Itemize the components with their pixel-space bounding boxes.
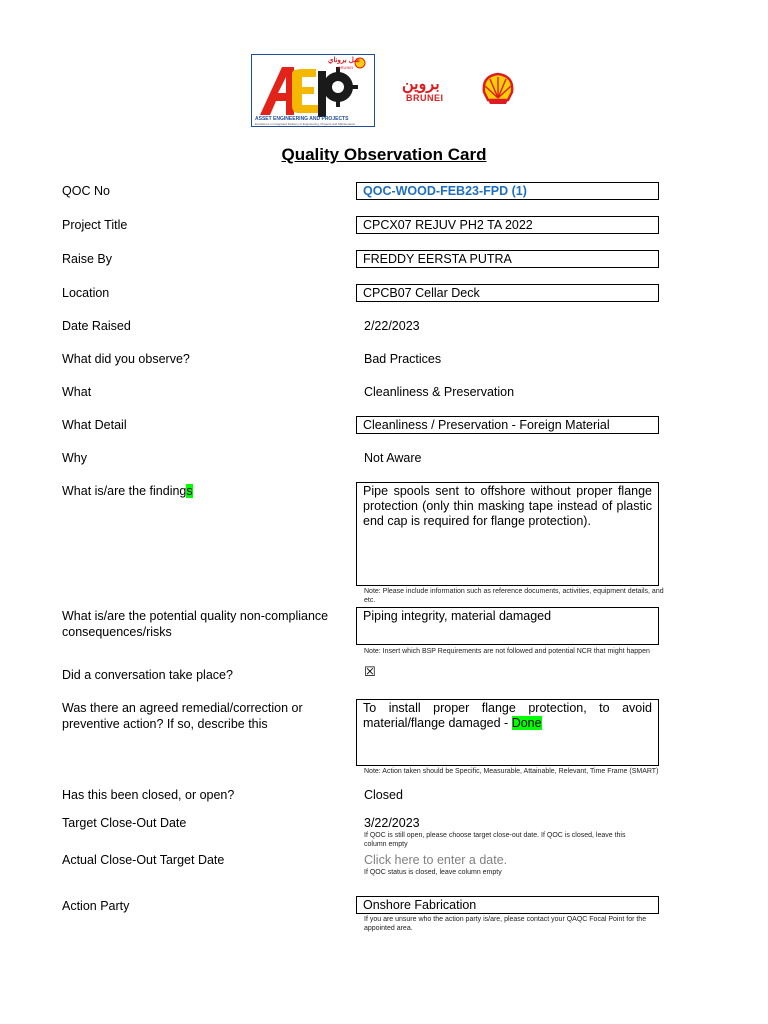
brunei-logo xyxy=(398,74,464,106)
aep-logo-caption: ASSET ENGINEERING AND PROJECTS xyxy=(255,116,349,122)
consequence-field[interactable] xyxy=(356,607,659,645)
raise-by-label: Raise By xyxy=(62,252,113,266)
shell-logo-icon xyxy=(480,70,516,106)
what-label: What xyxy=(62,385,92,399)
action-party-note: If you are unsure who the action party is/are, please contact your QAQC Focal Point for the appointed area. xyxy=(364,916,647,932)
why-value[interactable]: Not Aware xyxy=(364,451,422,465)
consequence-label: What is/are the potential quality non-compliance consequences/risks xyxy=(62,609,329,639)
target-date-note: If QOC is still open, please choose target close-out date. If QOC is closed, leave this column empty xyxy=(364,832,626,848)
project-title-label: Project Title xyxy=(62,218,128,232)
conversation-checkbox[interactable]: ☒ xyxy=(364,665,376,680)
consequence-note: Note: Insert which BSP Requirements are not followed and potential NCR that might happen xyxy=(364,648,650,655)
raise-by-value: FREDDY EERSTA PUTRA xyxy=(363,252,512,266)
target-date-label: Target Close-Out Date xyxy=(62,816,187,830)
actual-date-input[interactable]: Click here to enter a date. xyxy=(364,853,508,867)
raise-by-field[interactable] xyxy=(356,250,659,268)
observe-value[interactable]: Bad Practices xyxy=(364,352,442,366)
project-title-field[interactable] xyxy=(356,216,659,234)
remedial-label: Was there an agreed remedial/correction or preventive action? If so, describe this xyxy=(62,701,303,731)
observe-label: What did you observe? xyxy=(62,352,190,366)
target-date-value[interactable]: 3/22/2023 xyxy=(364,816,420,830)
location-field[interactable] xyxy=(356,284,659,302)
consequence-value: Piping integrity, material damaged xyxy=(363,609,552,623)
finding-value: Pipe spools sent to offshore without proper flange protection (only thin masking tape instead of plastic end cap is required for flange protection). xyxy=(363,484,652,528)
action-party-label: Action Party xyxy=(62,899,130,913)
finding-field[interactable] xyxy=(356,482,659,586)
actual-date-note: If QOC status is closed, leave column empty xyxy=(364,869,502,876)
date-raised-label: Date Raised xyxy=(62,319,131,333)
page-title: Quality Observation Card xyxy=(281,145,487,164)
conversation-label: Did a conversation take place? xyxy=(62,668,233,682)
aep-logo-top-text: شل بروناي xyxy=(328,57,360,64)
location-label: Location xyxy=(62,286,110,300)
finding-note: Note: Please include information such as reference documents, activities, equipment details, and etc. xyxy=(364,588,664,604)
aep-logo-caption-sub: Excellence in Integrated Delivery of Engineering, Projects and Maintenance xyxy=(255,122,356,126)
status-value[interactable]: Closed xyxy=(364,788,403,802)
qoc-no-field[interactable] xyxy=(356,182,659,200)
why-label: Why xyxy=(62,451,87,465)
qoc-no-label: QOC No xyxy=(62,184,110,198)
project-title-value: CPCX07 REJUV PH2 TA 2022 xyxy=(363,218,533,232)
qoc-no-value: QOC-WOOD-FEB23-FPD (1) xyxy=(363,184,527,198)
brunei-label: BRUNEI xyxy=(406,93,444,103)
aep-logo-top-sub: BRUNEI xyxy=(338,65,354,70)
actual-date-label: Actual Close-Out Target Date xyxy=(62,853,225,867)
what-detail-label: What Detail xyxy=(62,418,127,432)
what-detail-value: Cleanliness / Preservation - Foreign Material xyxy=(363,418,610,432)
brunei-arabic-text: بروين xyxy=(402,76,440,93)
action-party-field[interactable] xyxy=(356,896,659,914)
what-detail-field[interactable] xyxy=(356,416,659,434)
location-value: CPCB07 Cellar Deck xyxy=(363,286,480,300)
date-raised-value[interactable]: 2/22/2023 xyxy=(364,319,420,333)
what-value[interactable]: Cleanliness & Preservation xyxy=(364,385,515,399)
action-party-value: Onshore Fabrication xyxy=(363,898,477,912)
remedial-note: Note: Action taken should be Specific, Measurable, Attainable, Relevant, Time Frame (SMART) xyxy=(364,768,659,775)
remedial-field[interactable] xyxy=(356,699,659,766)
remedial-done-highlight: Done xyxy=(511,716,542,730)
remedial-value: To install proper flange protection, to avoid material/flange damaged - xyxy=(363,701,652,730)
status-label: Has this been closed, or open? xyxy=(62,788,235,802)
aep-logo xyxy=(251,54,375,127)
finding-label-mark: s xyxy=(186,484,193,498)
finding-label: What is/are the findings xyxy=(62,484,193,498)
